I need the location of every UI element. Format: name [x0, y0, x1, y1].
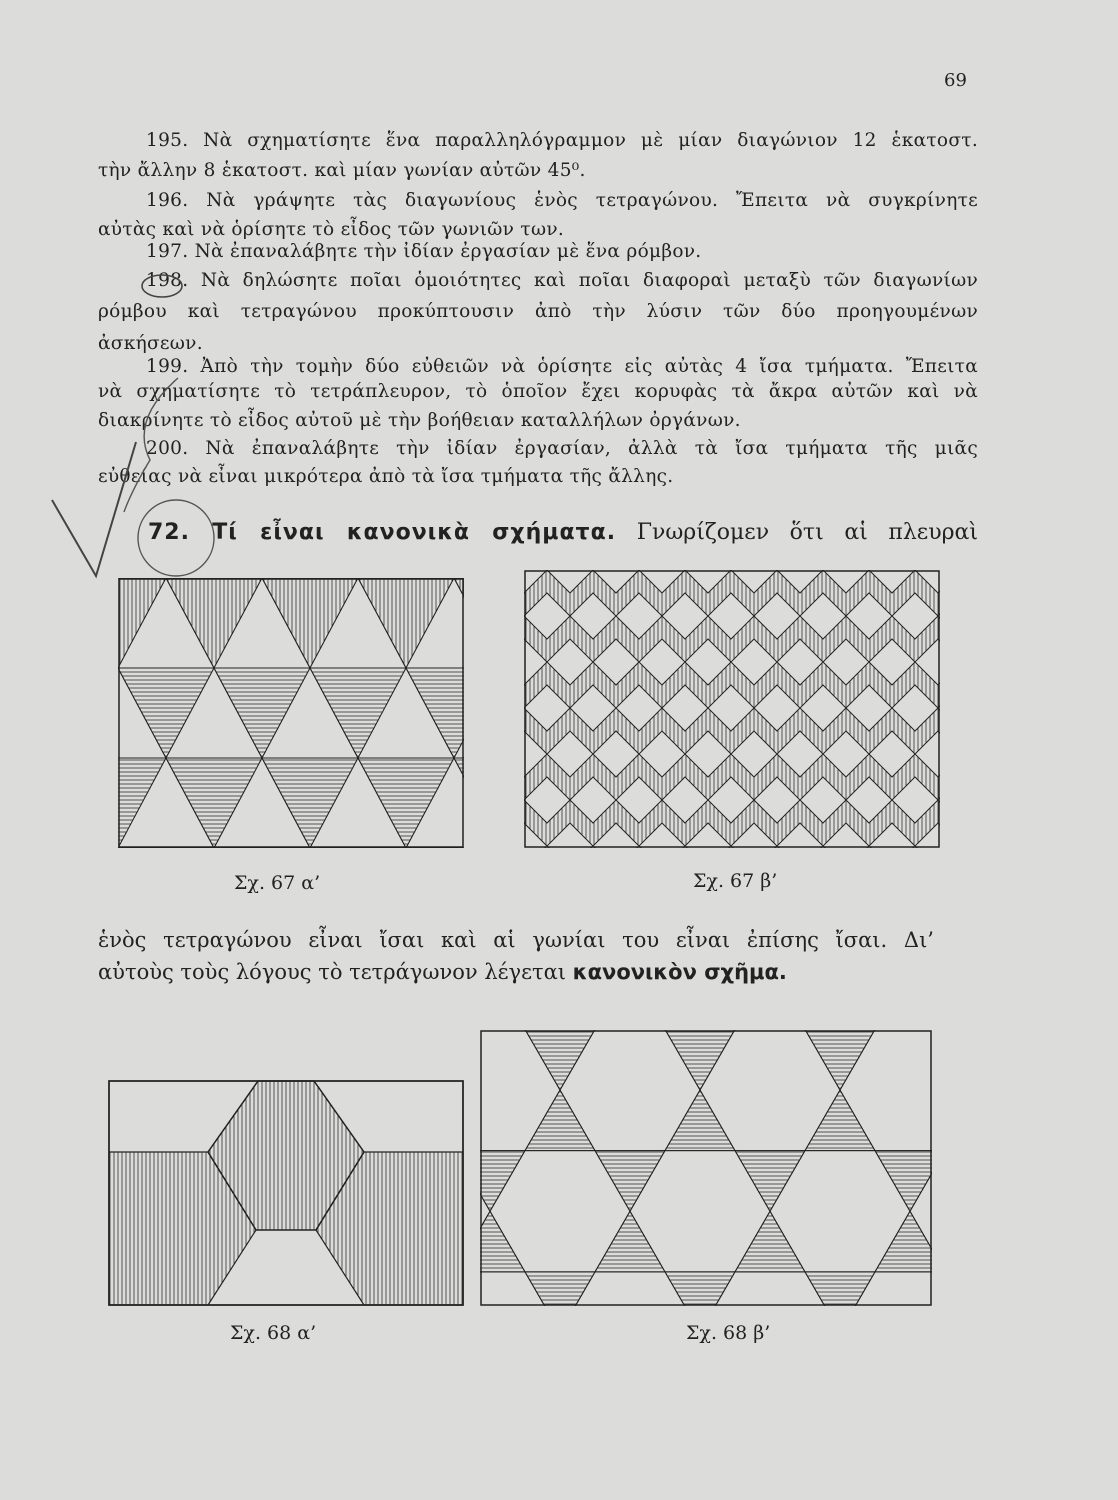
section-heading-line: [148, 520, 978, 545]
section-title: 72. Τί εἶναι κανονικὰ σχήματα.: [148, 520, 617, 545]
exercise-line: 195. Νὰ σχηματίσητε ἕνα παραλληλόγραμμον μὲ μίαν διαγώνιον 12 ἑκατοστ.: [146, 130, 978, 151]
exercise-line: 200. Νὰ ἐπαναλάβητε τὴν ἰδίαν ἐργασίαν, ἀλλὰ τὰ ἴσα τμήματα τῆς μιᾶς: [146, 438, 978, 459]
exercise-line: αὐτὰς καὶ νὰ ὁρίσητε τὸ εἶδος τῶν γωνιῶν των.: [98, 219, 565, 240]
body-text-line: ἑνὸς τετραγώνου εἶναι ἴσαι καὶ αἱ γωνίαι του εἶναι ἐπίσης ἴσαι. Δι’: [98, 928, 934, 952]
figure-67b-rhombi: [524, 570, 940, 848]
exercise-line: διακρίνητε τὸ εἶδος αὐτοῦ μὲ τὴν βοήθειαν καταλλήλων ὀργάνων.: [98, 410, 741, 431]
handwritten-check-mark: [52, 442, 136, 576]
exercise-line: 197. Νὰ ἐπαναλάβητε τὴν ἰδίαν ἐργασίαν μὲ ἕνα ρόμβον.: [146, 241, 702, 262]
exercise-line: ἀσκήσεων.: [98, 333, 203, 354]
body-text: αὐτοὺς τοὺς λόγους τὸ τετράγωνον λέγεται: [98, 960, 566, 984]
exercise-line: 199. Ἀπὸ τὴν τομὴν δύο εὐθειῶν νὰ ὁρίσητε εἰς αὐτὰς 4 ἴσα τμήματα. Ἔπειτα: [146, 356, 978, 377]
exercise-line: 196. Νὰ γράψητε τὰς διαγωνίους ἑνὸς τετραγώνου. Ἔπειτα νὰ συγκρίνητε: [146, 190, 978, 211]
figure-caption: Σχ. 68 β’: [686, 1322, 771, 1344]
exercise-line: 198. Νὰ δηλώσητε ποῖαι ὁμοιότητες καὶ ποῖαι διαφοραὶ μεταξὺ τῶν διαγωνίων: [146, 270, 978, 291]
figure-68b-hexagon-tiling: [480, 1030, 932, 1306]
figure-67a-triangles: [118, 578, 464, 848]
exercise-line: τὴν ἄλλην 8 ἑκατοστ. καὶ μίαν γωνίαν αὐτῶν 45⁰.: [98, 160, 586, 181]
key-term: κανονικὸν σχῆμα.: [572, 960, 787, 984]
figure-caption: Σχ. 67 α’: [234, 872, 321, 894]
figure-caption: Σχ. 68 α’: [230, 1322, 317, 1344]
exercise-line: νὰ σχηματίσητε τὸ τετράπλευρον, τὸ ὁποῖον ἔχει κορυφὰς τὰ ἄκρα αὐτῶν καὶ νὰ: [98, 381, 978, 402]
figure-68a-hexagon: [108, 1080, 464, 1306]
figure-caption: Σχ. 67 β’: [693, 870, 778, 892]
exercise-line: ρόμβου καὶ τετραγώνου προκύπτουσιν ἀπὸ τὴν λύσιν τῶν δύο προηγουμένων: [98, 301, 978, 322]
section-lead: Γνωρίζομεν ὅτι αἱ πλευραὶ: [636, 520, 978, 545]
body-text-line: [98, 960, 934, 984]
exercise-line: εὐθείας νὰ εἶναι μικρότερα ἀπὸ τὰ ἴσα τμήματα τῆς ἄλλης.: [98, 466, 674, 487]
page-number: 69: [944, 70, 967, 91]
